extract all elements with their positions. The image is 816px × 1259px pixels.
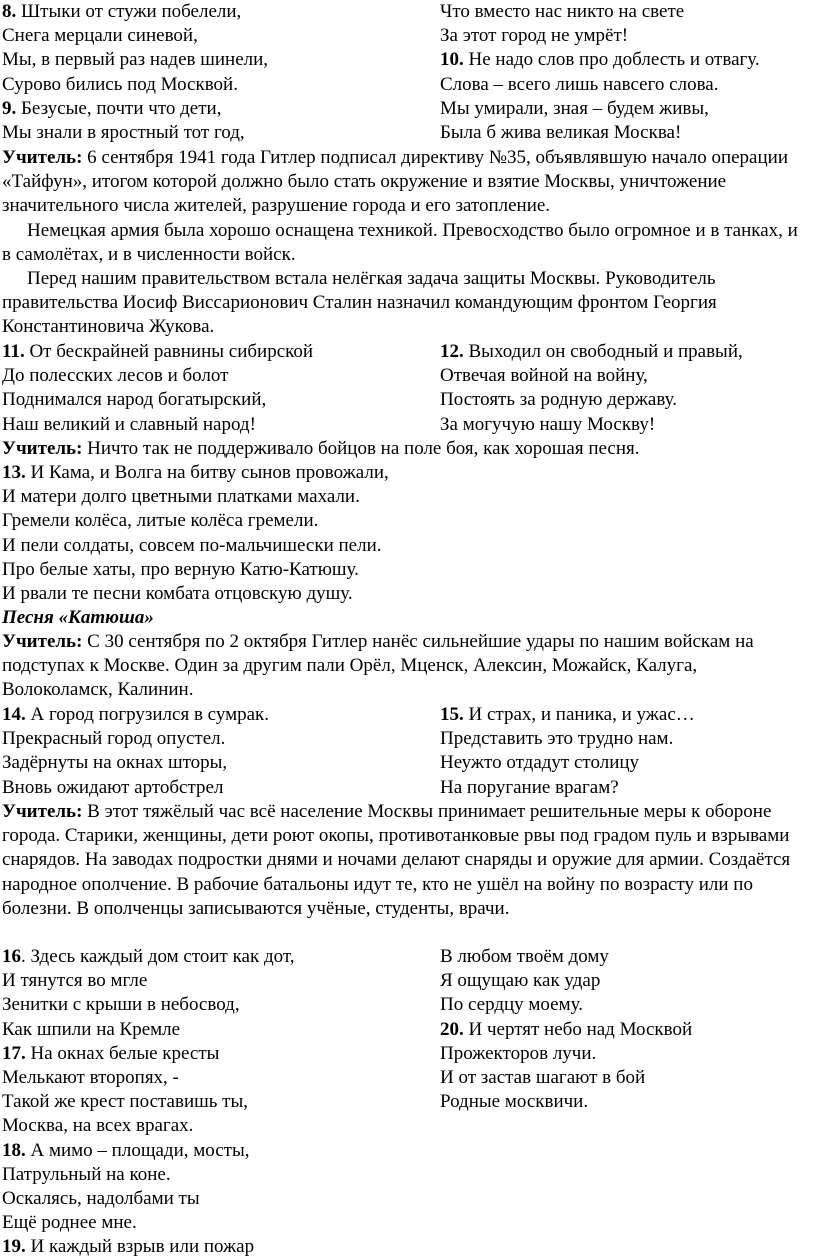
verse-row: Мелькают второпях, - И от застав шагают в бой xyxy=(2,1066,646,1088)
teacher-paragraph-attack: Учитель: С 30 сентября по 2 октября Гитлер нанёс сильнейшие удары по нашим войскам на подступах к Москве. Один за другим пали Орёл, Мценск, Алексин, Можайск, Калуга, Волоколамск, Калинин. xyxy=(2,631,754,701)
teacher-label: Учитель: xyxy=(2,147,83,168)
verse-row: И тянутся во мгле Я ощущаю как удар xyxy=(2,970,601,992)
verse-line: И пели солдаты, совсем по-мальчишески пели. xyxy=(2,534,382,556)
verse-row: Мы знали в яростный тот год, Была б жива великая Москва! xyxy=(2,121,682,143)
verse-line: И рвали те песни комбата отцовскую душу. xyxy=(2,582,353,604)
verse-row: Патрульный на коне. xyxy=(2,1163,171,1185)
teacher-label: Учитель: xyxy=(2,801,83,822)
verse-row: 11. От бескрайней равнины сибирской 12. Выходил он свободный и правый, xyxy=(2,341,743,362)
verse-row: 14. А город погрузился в сумрак. 15. И страх, и паника, и ужас… xyxy=(2,704,695,725)
verse-row: 16. Здесь каждый дом стоит как дот, В любом твоём дому xyxy=(2,946,609,967)
verse-line: Гремели колёса, литые колёса гремели. xyxy=(2,510,319,532)
verse-row: Сурово бились под Москвой. Слова – всего лишь навсего слова. xyxy=(2,73,719,95)
verses-11-12 xyxy=(0,340,816,437)
verse-row: Задёрнуты на окнах шторы, Неужто отдадут столицу xyxy=(2,752,640,774)
verse-row: 17. На окнах белые кресты Прожекторов лучи. xyxy=(2,1042,597,1064)
verse-row: До полесских лесов и болот Отвечая войной на войну, xyxy=(2,365,648,387)
verse-row: Вновь ожидают артобстрел На поругание врагам? xyxy=(2,776,619,798)
verse-line: И матери долго цветными платками махали. xyxy=(2,486,360,508)
verse-row: Мы, в первый раз надев шинели, 10. Не надо слов про доблесть и отвагу. xyxy=(2,49,760,71)
verse-row: 18. А мимо – площади, мосты, xyxy=(2,1139,250,1161)
song-title: Песня «Катюша» xyxy=(2,607,154,628)
verse-row: Зенитки с крыши в небосвод, По сердцу моему. xyxy=(2,994,583,1016)
verse-row: 8. Штыки от стужи побелели, Что вместо нас никто на свете xyxy=(2,1,685,22)
paragraph-army: Немецкая армия была хорошо оснащена техникой. Превосходство было огромное и в танках, и в самолётах, и в численности войск. xyxy=(2,220,798,266)
paragraph-zhukov: Перед нашим правительством встала нелёгкая задача защиты Москвы. Руководитель правительства Иосиф Виссарионович Сталин назначил командующим фронтом Георгия Константиновича Жукова. xyxy=(2,268,717,338)
teacher-paragraph-typhoon: Учитель: 6 сентября 1941 года Гитлер подписал директиву №35, объявлявшую начало операции «Тайфун», итогом которой должно было стать окружение и взятие Москвы, уничтожение значительного числа жителей, разрушение города и его затопление. xyxy=(2,147,788,217)
verse-row: 19. И каждый взрыв или пожар xyxy=(2,1236,255,1258)
verses-14-15 xyxy=(0,703,816,800)
verses-8-10 xyxy=(0,0,816,145)
verses-16-20 xyxy=(0,945,816,1259)
verse-row: Такой же крест поставишь ты, Родные москвичи. xyxy=(2,1091,589,1113)
verse-13 xyxy=(0,461,816,606)
teacher-paragraph-defense: Учитель: В этот тяжёлый час всё население Москвы принимает решительные меры к обороне города. Старики, женщины, дети роют окопы, противотанковые рвы под градом пуль и взрывами снарядов. На заводах подростки днями и ночами делают снаряды и оружие для армии. Создаётся народное ополчение. В рабочие батальоны идут те, кто не ушёл на войну по возрасту или по болезни. В ополченцы записываются учёные, студенты, врачи. xyxy=(2,801,791,919)
verse-row: Москва, на всех врагах. xyxy=(2,1115,194,1137)
verse-row: Снега мерцали синевой, За этот город не умрёт! xyxy=(2,25,629,47)
verse-row: Как шпили на Кремле 20. И чертят небо над Москвой xyxy=(2,1018,693,1040)
verse-row: Прекрасный город опустел. Представить это трудно нам. xyxy=(2,728,674,750)
verse-line: 13. И Кама, и Волга на битву сынов провожали, xyxy=(2,462,389,483)
verse-row: Поднимался народ богатырский, Постоять за родную державу. xyxy=(2,389,678,411)
verse-line: Про белые хаты, про верную Катю-Катюшу. xyxy=(2,558,359,580)
verse-row: Оскалясь, надолбами ты xyxy=(2,1187,200,1209)
teacher-label: Учитель: xyxy=(2,438,83,459)
teacher-label: Учитель: xyxy=(2,631,83,652)
verse-row: 9. Безусые, почти что дети, Мы умирали, зная – будем живы, xyxy=(2,97,709,119)
teacher-paragraph-song: Учитель: Ничто так не поддерживало бойцов на поле боя, как хорошая песня. xyxy=(2,438,640,459)
verse-row: Наш великий и славный народ! За могучую нашу Москву! xyxy=(2,413,656,435)
verse-row: Ещё роднее мне. xyxy=(2,1212,137,1234)
